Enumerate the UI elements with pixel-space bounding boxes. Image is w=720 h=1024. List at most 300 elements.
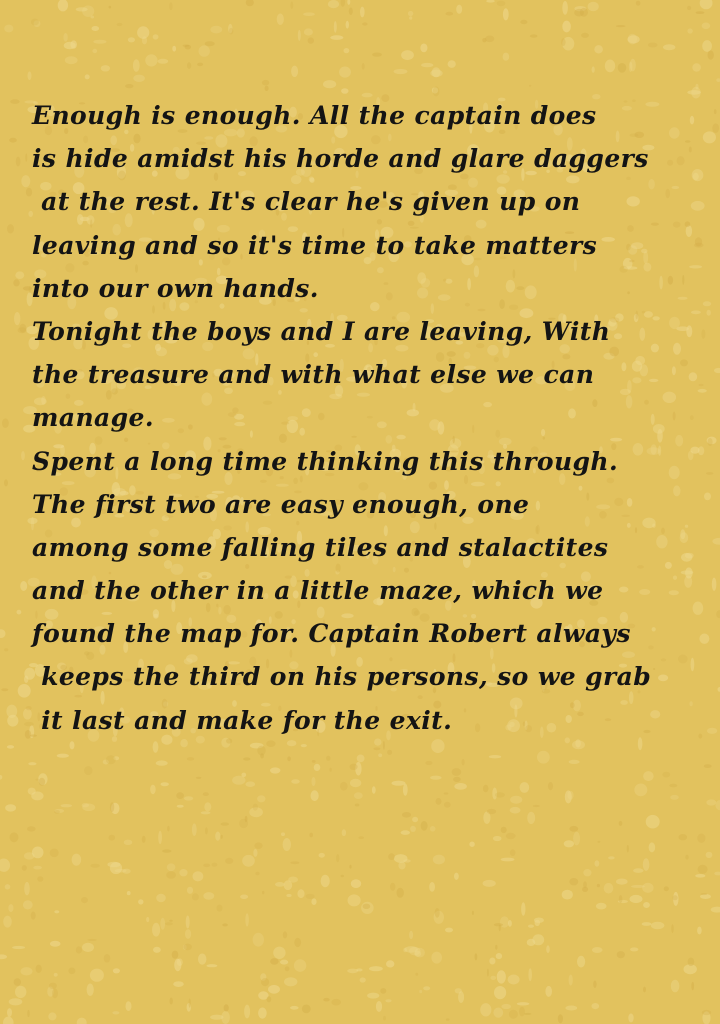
parchment-speckle [695,874,705,878]
parchment-speckle [22,865,27,871]
parchment-speckle [304,28,313,35]
parchment-speckle [528,925,534,928]
parchment-speckle [367,993,379,999]
parchment-speckle [444,792,449,794]
parchment-speckle [294,938,301,947]
parchment-speckle [245,816,248,822]
parchment-speckle [156,894,166,902]
parchment-speckle [404,946,418,953]
parchment-speckle [673,895,678,900]
parchment-speckle [203,892,214,900]
parchment-speckle [210,26,222,34]
journal-line: keeps the third on his persons, so we grab [32,662,652,692]
parchment-speckle [199,45,210,56]
parchment-speckle [242,855,255,867]
parchment-speckle [702,23,711,30]
parchment-speckle [176,792,184,799]
parchment-speckle [535,920,541,926]
parchment-speckle [331,999,341,1006]
parchment-speckle [187,757,194,761]
parchment-speckle [153,34,159,39]
parchment-speckle [383,741,385,750]
parchment-speckle [430,70,442,77]
parchment-speckle [39,778,45,786]
parchment-speckle [482,38,486,42]
parchment-speckle [454,783,467,790]
parchment-speckle [246,781,256,787]
parchment-speckle [649,842,656,852]
parchment-speckle [605,60,615,73]
parchment-speckle [708,438,713,446]
parchment-speckle [9,998,23,1005]
parchment-speckle [619,821,623,826]
parchment-speckle [420,44,427,53]
parchment-speckle [196,777,202,779]
parchment-speckle [329,768,331,772]
parchment-speckle [173,981,184,987]
parchment-speckle [480,1003,491,1016]
parchment-speckle [339,67,351,78]
parchment-speckle [50,941,61,947]
parchment-speckle [642,922,652,926]
parchment-speckle [493,836,502,841]
parchment-speckle [294,959,306,972]
parchment-speckle [574,9,584,17]
parchment-speckle [341,88,348,94]
parchment-speckle [183,944,192,951]
parchment-speckle [651,922,665,929]
parchment-speckle [704,764,712,768]
parchment-speckle [25,730,31,739]
parchment-speckle [469,842,474,847]
parchment-speckle [177,805,184,808]
parchment-speckle [501,858,515,862]
parchment-speckle [142,836,146,843]
parchment-speckle [133,59,140,72]
parchment-speckle [489,958,495,965]
parchment-speckle [627,845,629,853]
parchment-speckle [61,804,73,807]
parchment-speckle [692,63,701,71]
parchment-speckle [205,827,208,834]
parchment-speckle [380,988,386,994]
parchment-speckle [520,782,530,793]
parchment-speckle [4,479,8,486]
parchment-speckle [257,795,265,802]
parchment-speckle [506,833,516,839]
parchment-speckle [562,21,571,33]
parchment-speckle [7,715,18,727]
parchment-speckle [618,63,627,73]
parchment-speckle [397,888,404,898]
parchment-speckle [262,891,264,894]
parchment-speckle [517,1002,530,1005]
parchment-speckle [456,5,462,14]
parchment-speckle [206,964,217,967]
parchment-speckle [169,920,173,922]
parchment-speckle [123,869,131,874]
parchment-speckle [185,929,191,939]
journal-line: among some falling tiles and stalactites [32,532,609,562]
parchment-speckle [48,1012,56,1020]
parchment-speckle [421,821,428,831]
parchment-speckle [18,684,31,698]
parchment-speckle [138,899,143,904]
parchment-speckle [302,1005,311,1014]
parchment-speckle [172,46,176,52]
parchment-speckle [569,975,573,986]
parchment-speckle [14,312,20,325]
parchment-speckle [433,855,445,865]
parchment-speckle [261,978,269,986]
parchment-speckle [326,756,330,761]
parchment-speckle [354,792,363,799]
journal-entry [32,94,702,742]
parchment-speckle [126,1001,132,1011]
parchment-speckle [265,86,269,91]
parchment-speckle [510,807,521,814]
parchment-speckle [453,777,461,782]
parchment-speckle [187,887,193,894]
parchment-speckle [203,792,209,796]
parchment-speckle [127,891,131,895]
parchment-speckle [160,918,165,930]
parchment-speckle [495,792,505,797]
parchment-speckle [312,777,316,786]
parchment-speckle [172,951,179,959]
parchment-speckle [707,728,717,734]
parchment-speckle [494,986,506,999]
parchment-speckle [16,157,21,167]
parchment-speckle [429,882,435,892]
parchment-speckle [314,764,321,771]
parchment-speckle [532,934,544,945]
parchment-speckle [277,14,284,25]
parchment-speckle [369,966,383,971]
parchment-speckle [350,779,361,787]
parchment-speckle [109,6,112,9]
parchment-speckle [669,784,677,788]
parchment-speckle [596,903,607,910]
parchment-speckle [508,975,520,985]
parchment-speckle [663,44,675,50]
parchment-speckle [378,753,382,757]
parchment-speckle [290,1006,299,1010]
parchment-speckle [221,1011,230,1024]
parchment-speckle [203,864,210,868]
parchment-speckle [170,998,173,1005]
parchment-speckle [287,756,291,761]
parchment-speckle [594,45,603,53]
parchment-speckle [142,36,147,44]
parchment-speckle [691,982,694,991]
parchment-speckle [283,838,291,851]
parchment-speckle [592,1003,600,1009]
parchment-speckle [192,893,199,900]
parchment-speckle [309,833,313,838]
parchment-speckle [423,986,430,990]
parchment-speckle [394,69,408,74]
parchment-speckle [630,895,643,903]
parchment-speckle [704,493,711,501]
parchment-speckle [664,886,669,891]
parchment-speckle [37,876,43,882]
parchment-speckle [446,1018,450,1020]
parchment-speckle [351,879,361,888]
parchment-speckle [258,1008,267,1019]
parchment-speckle [616,25,626,27]
parchment-speckle [581,33,589,38]
parchment-speckle [483,785,489,793]
parchment-speckle [619,895,623,903]
parchment-speckle [262,80,269,86]
parchment-speckle [430,776,442,780]
parchment-speckle [92,49,97,53]
parchment-speckle [186,916,190,929]
parchment-speckle [3,916,12,928]
parchment-speckle [412,817,418,822]
parchment-speckle [392,781,406,786]
parchment-speckle [303,12,315,16]
parchment-speckle [444,802,451,808]
parchment-speckle [583,869,591,876]
parchment-speckle [17,610,22,615]
parchment-speckle [253,849,257,857]
parchment-speckle [312,760,316,763]
parchment-speckle [334,21,337,33]
parchment-speckle [84,766,92,775]
parchment-speckle [24,882,30,895]
parchment-speckle [362,22,367,25]
parchment-speckle [573,832,580,846]
parchment-speckle [671,924,673,933]
parchment-speckle [630,59,636,72]
parchment-speckle [167,863,176,871]
parchment-speckle [519,1007,525,1017]
parchment-speckle [628,1013,633,1022]
parchment-speckle [270,767,280,773]
parchment-speckle [431,952,442,964]
journal-line: Tonight the boys and I are leaving, With [32,316,611,346]
parchment-speckle [225,858,233,864]
parchment-speckle [390,883,395,891]
parchment-speckle [63,33,67,42]
parchment-speckle [254,842,262,849]
parchment-speckle [21,451,25,460]
parchment-speckle [508,920,512,927]
parchment-speckle [31,19,39,26]
parchment-speckle [341,875,344,877]
parchment-speckle [490,976,496,980]
parchment-speckle [706,472,713,475]
parchment-speckle [497,1,506,7]
parchment-speckle [35,779,39,781]
parchment-speckle [283,931,287,938]
parchment-speckle [229,28,233,35]
journal-line: at the rest. It's clear he's given up on [32,187,581,217]
parchment-speckle [112,1011,119,1014]
parchment-speckle [267,996,272,1002]
parchment-speckle [57,754,69,758]
parchment-speckle [167,826,170,832]
parchment-speckle [403,784,408,796]
parchment-speckle [636,1,641,6]
parchment-speckle [90,969,104,982]
parchment-speckle [150,785,156,795]
parchment-speckle [520,20,527,24]
parchment-speckle [628,35,640,43]
parchment-speckle [28,71,32,80]
parchment-speckle [430,826,436,832]
parchment-speckle [687,28,692,33]
parchment-speckle [386,960,394,967]
parchment-speckle [253,804,258,811]
parchment-speckle [706,799,716,805]
parchment-speckle [185,45,191,50]
parchment-speckle [530,34,538,37]
parchment-speckle [52,989,58,999]
parchment-speckle [82,803,89,807]
parchment-speckle [698,865,708,874]
parchment-speckle [703,131,716,143]
parchment-speckle [198,954,206,965]
parchment-speckle [54,810,60,814]
parchment-speckle [285,966,290,971]
parchment-speckle [222,923,228,926]
parchment-speckle [90,864,99,868]
parchment-speckle [706,852,713,858]
parchment-speckle [425,761,432,765]
parchment-speckle [14,978,21,986]
parchment-speckle [485,36,494,43]
parchment-speckle [630,947,638,951]
parchment-speckle [50,849,59,858]
parchment-speckle [495,945,497,950]
parchment-speckle [616,879,628,885]
parchment-speckle [273,947,285,959]
parchment-speckle [81,897,88,903]
parchment-speckle [410,826,416,832]
parchment-speckle [435,908,440,918]
parchment-speckle [358,836,364,839]
parchment-speckle [192,823,197,836]
parchment-speckle [26,706,32,710]
parchment-speckle [21,967,33,975]
parchment-speckle [336,854,339,862]
parchment-speckle [363,904,371,909]
parchment-speckle [349,865,351,869]
parchment-speckle [321,875,330,887]
parchment-speckle [385,999,391,1002]
parchment-speckle [20,581,27,591]
parchment-speckle [421,63,433,67]
parchment-speckle [408,11,413,16]
parchment-speckle [158,59,169,64]
parchment-speckle [91,16,95,19]
parchment-speckle [344,48,350,53]
parchment-speckle [54,973,58,977]
parchment-speckle [537,751,550,764]
parchment-speckle [565,1006,577,1011]
journal-line: leaving and so it's time to take matters [32,230,598,260]
parchment-speckle [92,26,100,31]
parchment-speckle [290,1,293,8]
parchment-speckle [221,822,229,825]
parchment-speckle [204,802,211,811]
parchment-speckle [113,968,120,973]
parchment-speckle [419,990,422,994]
parchment-speckle [166,871,176,878]
parchment-speckle [311,898,316,905]
parchment-speckle [712,578,717,591]
parchment-speckle [643,902,650,908]
parchment-speckle [217,905,223,912]
parchment-speckle [592,66,595,72]
parchment-speckle [617,951,625,958]
parchment-speckle [642,883,653,893]
parchment-speckle [510,849,516,856]
parchment-speckle [54,910,59,913]
parchment-speckle [646,815,660,829]
parchment-speckle [372,786,376,793]
parchment-speckle [679,834,688,840]
parchment-speckle [2,418,9,428]
parchment-speckle [117,23,123,26]
parchment-speckle [12,946,25,949]
journal-line: is hide amidst his horde and glare daggers [32,144,649,174]
parchment-speckle [31,912,36,920]
parchment-speckle [697,834,705,843]
parchment-speckle [253,933,264,947]
parchment-speckle [487,969,489,977]
parchment-speckle [387,750,392,755]
parchment-speckle [494,923,503,926]
parchment-speckle [394,854,408,863]
parchment-speckle [70,40,77,48]
parchment-speckle [65,56,78,64]
parchment-speckle [643,771,654,781]
parchment-speckle [109,835,116,841]
parchment-speckle [501,827,507,833]
parchment-speckle [376,1001,382,1012]
parchment-speckle [286,894,291,897]
parchment-speckle [323,80,336,88]
parchment-speckle [409,16,412,20]
parchment-speckle [156,760,168,765]
parchment-speckle [15,986,26,998]
parchment-speckle [153,741,159,753]
parchment-speckle [452,768,462,776]
parchment-speckle [598,841,601,843]
parchment-speckle [595,860,600,866]
parchment-speckle [27,826,36,831]
journal-line: into our own hands. [32,273,319,303]
parchment-speckle [23,900,33,909]
parchment-speckle [670,795,679,800]
parchment-speckle [503,53,510,61]
parchment-speckle [284,977,297,986]
journal-line: it last and make for the exit. [32,705,453,735]
parchment-speckle [521,902,525,916]
parchment-speckle [546,945,550,953]
parchment-speckle [564,840,574,847]
parchment-speckle [608,856,615,859]
parchment-speckle [290,861,299,864]
parchment-speckle [212,863,218,867]
parchment-speckle [301,744,307,747]
parchment-speckle [448,60,456,68]
parchment-speckle [29,286,32,294]
